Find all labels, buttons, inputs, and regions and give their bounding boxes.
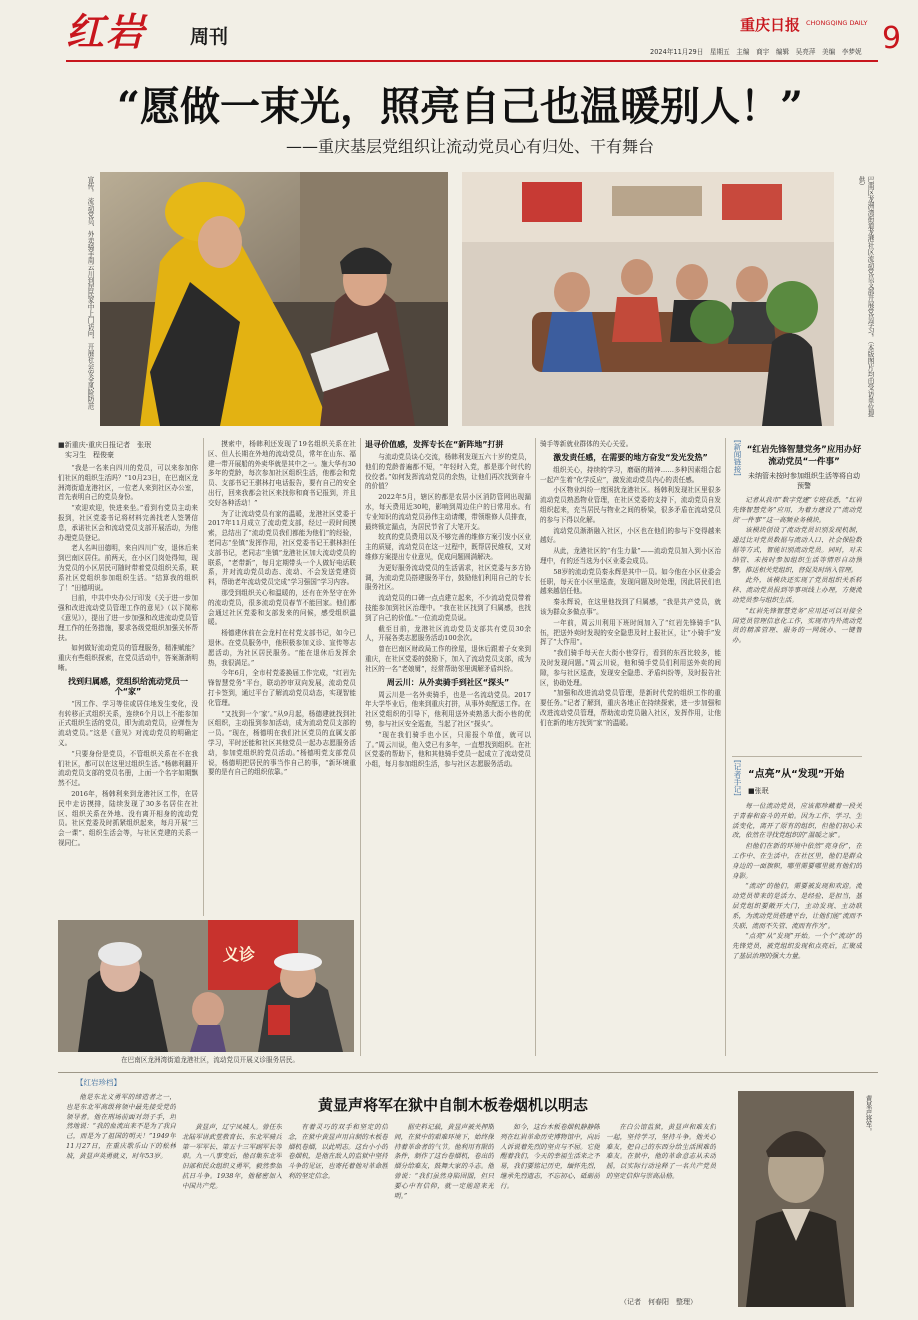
paragraph: 从此，龙港社区的“有生力量”——流动党员加入到小区治理中，有的还当选为小区业委会成员。 bbox=[540, 547, 721, 565]
paragraph: 2022年5月，辖区的都是农居小区消防管网出现漏水，每天费用近30吨，影响到周边住户的日常用水。有专业知识的流动党员孙伟主动请缨，带领维修人员排查，最终锁定漏点，为居民节省了大笔开支。 bbox=[365, 493, 531, 531]
paragraph: 流动党员渐渐融入社区，小区也在他们的参与下变得越来越好。 bbox=[540, 526, 721, 545]
photo3-caption: 在巴南区龙洲湾街道龙港社区，流动党员开展义诊服务居民。 bbox=[120, 1056, 300, 1064]
bottom-column-4 bbox=[394, 1123, 494, 1309]
bottom-article-title: 黄显声将军在狱中自制木板卷烟机以明志 bbox=[317, 1096, 588, 1114]
sidebar-divider bbox=[732, 756, 862, 757]
paragraph: 今年6月，全市村党委换届工作完成，“红岩先锋智慧党务”平台，联动抄审双向发展，流动党员打卡签到，通过平台了解流动党员动态，实现智能化管理。 bbox=[208, 669, 356, 707]
paragraph: 有着灵巧的双手和坚定的信念，在狱中黄显声用自制的木板卷烟机卷烟，以此明志。这台小小的卷烟机，是他在敌人的监狱中坚持斗争的见证，也寄托着他对革命胜利的坚定信念。 bbox=[288, 1123, 388, 1180]
article-column-1 bbox=[58, 440, 198, 914]
page-number: 9 bbox=[882, 21, 902, 56]
paragraph: “又找到一个‘家’。”从9月起，杨德建就找到社区组织，主动报到参加活动，成为流动党员支部的一员。“现在，杨德明在我们社区党员的直属支部学习，平时还能和社区其他党员一起办志愿服务活动，参加党组织的党员活动。”杨德明党支部党员说，杨德明把居民的事当作自己的事，“新环境重要的是有自己的组织依靠。” bbox=[208, 709, 356, 777]
portrait-photo bbox=[738, 1091, 854, 1307]
paragraph: 黄显声，辽宁凤城人。曾任东北陆军讲武堂教育长、东北军骑兵第一军军长、第五十三军副军长等职。九一八事变后，他召集东北军旧部和民众组织义勇军，毅然参加抗日斗争。1938年，他秘密加入中国共产党。 bbox=[182, 1123, 282, 1190]
paragraph: “红岩先锋智慧党务”应用还可以对接全国党员管理信息化工作，实现市内外流动党员的精准管理、服务的一网统办、一键智办。 bbox=[732, 606, 862, 645]
clinic-sign: 义诊 bbox=[223, 945, 256, 964]
photo-party-study-meeting bbox=[462, 172, 834, 426]
paragraph: 该模块创设了流动党员识别发现机制，通过比对党员数据与流动人口、社会保险数据等方式，智能识别流动党员。同时，对未纳管、未按时参加组织生活等情形自动预警，推送相关党组织，督促及时纳入管理。 bbox=[732, 526, 862, 574]
paragraph: 在白公馆监狱，黄显声和难友们一起，坚持学习，坚持斗争。他关心难友，把自己的东西分给生活困难的难友。在狱中，他的革命意志从未动摇，以实际行动诠释了一名共产党员的坚定信仰与崇高品格。 bbox=[606, 1123, 716, 1180]
sidebar2-title: “点亮”从“发现”开始 bbox=[748, 769, 845, 780]
section-subtitle: 周刊 bbox=[190, 26, 229, 48]
paragraph: 那受到组织关心和温暖的，还有在外坚守在外的流动党员，很多流动党员春节不能回家。他们都会通过社区党委和支部发来的问候，感受组织温暖。 bbox=[208, 588, 356, 627]
paragraph: 组织关心，持续的学习，磨砺的精神……多种因素组合起一起产生着“化学反应”，激发流动党员内心的责任感。 bbox=[540, 465, 721, 484]
paragraph: 如今，这台木板卷烟机静静陈列在红岩革命历史博物馆中，向后人诉说着先烈的坚贞与不屈。它提醒着我们，今天的幸福生活来之不易，我们要铭记历史，缅怀先烈，继承先烈遗志，不忘初心，砥砺前行。 bbox=[500, 1123, 600, 1190]
masthead-rule bbox=[66, 60, 878, 62]
paragraph: “现在我们骑手也小区，只需报个单值，就可以了。”周云川说，他入党已有多年，一直想找到组织。在社区党委的帮助下，他和其他骑手党员一起成立了流动党员小组，每月参加组织生活，参与社区志愿服务活动。 bbox=[365, 730, 531, 769]
article-byline: ■新重庆-重庆日报记者 张珉 实习生 程俊豪 bbox=[58, 441, 152, 459]
sidebar1-body bbox=[732, 496, 862, 748]
portrait-caption: 黄显声将军。 bbox=[864, 1095, 872, 1135]
sidebar1-title: “红岩先锋智慧党务”应用办好流动党员“一件事” bbox=[746, 445, 862, 467]
paragraph: 为更好服务流动党员的生活需求，社区党委与多方协调，为流动党员搭建服务平台，鼓励他们利用自己的专长服务社区。 bbox=[365, 563, 531, 592]
sidebar-reporter-note bbox=[732, 760, 862, 1054]
news-link-tag: [新闻链接] bbox=[733, 440, 742, 476]
paragraph: “我们骑手每天在大街小巷穿行，看到的东西比较多，能及时发现问题。”周云川说，他和骑手党员们利用送外卖的间隙，参与社区巡查，发现安全隐患、矛盾纠纷等，及时报告社区，协助处理。 bbox=[540, 649, 721, 687]
paragraph: “点亮”从“发现”开始。一个个“流动”的先锋党员，被党组织发现和点亮后，汇聚成了基层治理的强大力量。 bbox=[732, 932, 862, 960]
bottom-article bbox=[58, 1072, 878, 1312]
bottom-column-5 bbox=[500, 1123, 600, 1309]
bottom-article-tag: 【红岩珍档】 bbox=[76, 1078, 121, 1087]
paragraph: 曾在巴南区财政局工作的徐星，退休后跟着子女来到重庆，在社区党委的鼓励下，加入了流动党员支部，成为社区的一名“老娘舅”，经常帮助邻里调解矛盾纠纷。 bbox=[365, 645, 531, 673]
sidebar1-subtitle: 未纳管未按时参加组织生活等将自动预警 bbox=[748, 472, 860, 490]
paragraph: 摸索中，杨韩利还发现了19名组织关系在社区、但人长期在外地的流动党员，常年在山东、福建一带开展船的外卖华就是其中之一。施大华有30多年的党龄，每次参加社区组织生活，他都会和党员、支部书记王骐林打电话报告，要有自己的安全出行，回来我都会社区来找你和商书记报到，并且交好各种活动！” bbox=[208, 440, 356, 507]
article-column-4 bbox=[540, 440, 721, 1054]
paragraph: “欢迎欢迎，快进来坐。”看到有党员主动来报到，社区党委书记将材料完善找老人签署信息，承诺社区会和流动党员支部开展活动，为他办理党员登记。 bbox=[58, 504, 198, 542]
photo-delivery-rider bbox=[100, 172, 448, 426]
paragraph: 一年前，周云川利用下班时间加入了“红岩先锋骑手”队伍，把送外卖时发现的安全隐患及时上报社区，让“小骑手”发挥了“大作用”。 bbox=[540, 618, 721, 647]
paragraph: 骑手等新就业群体的关心关爱。 bbox=[540, 440, 633, 448]
paragraph: 周云川是一名外卖骑手，也是一名流动党员。2017年大学毕业后，他来到重庆打拼，从事外卖配送工作。在社区党组织的引导下，他利用送外卖熟悉大街小巷的优势，参与社区安全巡查，当起了社区“探头”。 bbox=[365, 690, 531, 728]
bottom-column-2 bbox=[182, 1123, 282, 1309]
paragraph: 流动党员的口碑一点点建立起来，不少流动党员带着技能参加到社区治理中。“我在社区找到了归属感，也找到了自己的价值。”一位流动党员说。 bbox=[365, 594, 531, 622]
column-divider bbox=[203, 438, 204, 916]
paragraph: 2016年，杨韩利来到龙港社区工作，在居民中走访摸排，陆续发现了30多名居住在社区、组织关系在外地、没有离开相身的流动党员。社区党委及时抓紧组织起来，每月开展“三会一课”、组织生活会等，与社区党建的关系一视同仁。 bbox=[58, 789, 198, 847]
paragraph: 截至目前，龙港社区流动党员支部共有党员30余人，开展各类志愿服务活动100余次。 bbox=[365, 624, 531, 643]
paragraph: 每一位流动党员，应该都珍藏着一段关于青春和奋斗的开始。因为工作、学习、生活变化，离开了原有的组织，但他们初心未改，依然在寻找党组织的“温暖之家”。 bbox=[732, 802, 862, 840]
bottom-column-3 bbox=[288, 1123, 388, 1309]
paragraph: 与流动党员谈心交流，杨韩利发现五六十岁的党员，他们的党龄普遍都不短，“年轻时入党，都是那个时代的佼佼者。”如何发挥流动党员的余热，让他们再次找到奋斗的价值？ bbox=[365, 453, 531, 491]
paragraph: 如何做好流动党员的管理服务，精准赋能？重庆有些组织探索，在党员活动中，答案渐渐明晰。 bbox=[58, 644, 198, 672]
bottom-credit: （记者 何春阳 整理） bbox=[620, 1298, 697, 1306]
paragraph: 秦永辉说，在这里他找到了归属感，“我是共产党员，就该为群众多做点事”。 bbox=[540, 598, 721, 616]
paragraph: 据史料记载，黄显声被关押期间，在狱中的艰难环境下，始终保持着革命者的气节。他利用有限的条件，制作了这台卷烟机，卷出的烟分给难友，鼓舞大家的斗志。他曾说：“我们虽然身陷囹圄，但只要心中有信仰，就一定能迎来光明。” bbox=[394, 1123, 494, 1200]
headline: “愿做一束光，照亮自己也温暖别人！” bbox=[116, 83, 803, 130]
section-heading: 周云川：从外卖骑手到社区“探头” bbox=[386, 677, 510, 687]
article-column-2 bbox=[208, 440, 356, 914]
column-divider bbox=[360, 438, 361, 1056]
headline-subtitle: ——重庆基层党组织让流动党员心有归处、干有舞台 bbox=[285, 137, 654, 156]
section-title: 红岩 bbox=[66, 9, 147, 54]
paragraph: 此外，该模块还实现了党员组织关系转移、流动党员报到等事项线上办理，方便流动党员参与组织生活。 bbox=[732, 576, 862, 604]
reporter-note-tag: [记者手记] bbox=[733, 760, 742, 796]
paragraph: “只要身份是党员，不管组织关系在不在我们社区，都可以在这里过组织生活。”杨韩利翻开流动党员支部的党员名册，上面一个名字如期飘然不过。 bbox=[58, 749, 198, 788]
paragraph: 58岁的流动党员秦永辉是其中一员。如今他在小区业委会任职，每天在小区里巡查，发现问题及时处理，因此居民们也越来越信任他。 bbox=[540, 567, 721, 596]
section-heading: 退寻价值感，发挥专长在“新阵地”打拼 bbox=[365, 440, 504, 449]
paper-logo: 重庆日报 bbox=[740, 16, 801, 34]
photo1-caption: 宣传。 流动党员、外卖骑手周云川到居民家中上门访问，开展社会安全风险防范 bbox=[86, 176, 94, 410]
sidebar-news-link bbox=[732, 440, 862, 750]
paragraph: “因工作、学习等住或居住地发生变化，没有转移正式组织关系，连续6个月以上不能参加正式组织生活的党员，即为流动党员，应弹性为流动党员。”这是《意见》对流动党员的明确定义。 bbox=[58, 699, 198, 747]
paragraph: 小区物业纠纷一度困扰龙港社区。杨韩利发现社区里很多流动党员熟悉物业管理，在社区党委的支持下，流动党员自发组织起来，充当居民与物业之间的桥梁，很多矛盾在流动党员的参与下得以化解。 bbox=[540, 486, 721, 524]
paragraph: 但他们在新的环境中依然“亮身份”，在工作中、在生活中，在社区里，他们是群众身边的一面旗帜，哪里需要哪里就有他们的身影。 bbox=[732, 842, 862, 880]
sidebar2-byline: ■张珉 bbox=[748, 787, 769, 795]
dateline: 2024年11月29日 星期五 主编 商宇 编辑 吴亮萍 美编 李梦妮 bbox=[650, 48, 862, 56]
paragraph: 较真的党员费用以及不够完善的维修方案引发小区业主的质疑，流动党员在这一过程中，既帮居民维权，又对维修方案提出专业意见，促成问题圆满解决。 bbox=[365, 533, 531, 561]
paragraph: 为了让流动党员有家的温暖，龙港社区党委于2017年11月成立了流动党支部，经过一段时间摸索，总结出了“流动党员我们都能为他们”的经验，老同志“坐镇”发挥作用，社区党委书记王骐林担任支部书记，老同志“坐镇”龙港社区加大流动党员的联系，“老带新”，每月定期带头一个人做好电话联系，并对流动党员动态、流动、不会发送党建资料，帮助老年流动党员完成“学习强国”学习内容。 bbox=[208, 509, 356, 587]
column-divider bbox=[535, 438, 536, 1056]
paragraph: 老人名叫田德明，来自四川广安，退休后来到巴南区居住。前两天，在小区门岗处得知，现为党员的小区居民可随时带着党员组织关系，联系社区党组织参加组织生活。“结算我的组织了！”田德明说。 bbox=[58, 544, 198, 592]
paragraph: 杨德建休前在会龙村在村党支部书记，如今已退休。在党员服务中，他积极参加义诊、宣传等志愿活动，为社区居民服务。“能在退休后发挥余热，我很满足。” bbox=[208, 629, 356, 667]
paragraph: “我是一名来自四川的党员，可以来参加你们社区的组织生活吗？”10月23日，在巴南区龙洲湾街道龙港社区，一位老人来到社区办公室，首先表明自己的党员身份。 bbox=[58, 464, 198, 502]
sidebar2-body bbox=[732, 802, 862, 1052]
bottom-column-1 bbox=[66, 1093, 176, 1309]
paragraph: 他是东北义勇军的缔造者之一，也是东北军高级将领中最先接受党的领导者。他在刑场前面对刽子手，坦然地说：“我的血流出来不是为了我自己，而是为了祖国的明天！”1949年11月27日，在重庆歌乐山下的松林坡，黄显声英勇就义，时年53岁。 bbox=[66, 1093, 176, 1160]
photo2-caption: 巴南区龙洲湾街道龙港社区流动党员支部开展党员学习。（本版图片均由受访单位提供） bbox=[857, 176, 874, 417]
masthead bbox=[0, 0, 918, 62]
paper-logo-en: CHONGQING DAILY bbox=[806, 19, 868, 27]
section-heading: 找到归属感，党组织给流动党员一个“家” bbox=[68, 676, 188, 696]
paragraph: 记者从我市“数字党建”专班获悉，“红岩先锋智慧党务”应用，为着力建设了“流动党员‘一件事’”这一高频业务模块。 bbox=[732, 496, 862, 524]
photo-free-clinic bbox=[58, 920, 354, 1052]
paragraph: 目前，中共中央办公厅印发《关于进一步加强和改进流动党员管理工作的意见》（以下简称《意见》），提出了进一步加强和改进流动党员管理工作的任务措施，要求各级党组织加强关怀帮扶。 bbox=[58, 594, 198, 642]
bottom-column-6 bbox=[606, 1123, 716, 1293]
paragraph: “流动”的他们，需要被发现和欢迎。流动党员带来的是活力、是经验、是担当，基层党组织要敞开大门，主动发现、主动联系，为流动党员搭建平台，让他们能“流而不失联、流而不失管、流而有作为”。 bbox=[732, 882, 862, 930]
article-column-3 bbox=[365, 440, 531, 1054]
section-heading: 激发责任感，在需要的地方奋发“发光发热” bbox=[553, 452, 708, 462]
column-divider bbox=[725, 438, 726, 1056]
paragraph: “加强和改进流动党员管理，是新时代党的组织工作的重要任务。”记者了解到，重庆各地正在持续探索，进一步加强和改进流动党员管理，帮助流动党员融入社区，发挥作用，让他们在新的地方找到“家”的温暖。 bbox=[540, 689, 721, 727]
